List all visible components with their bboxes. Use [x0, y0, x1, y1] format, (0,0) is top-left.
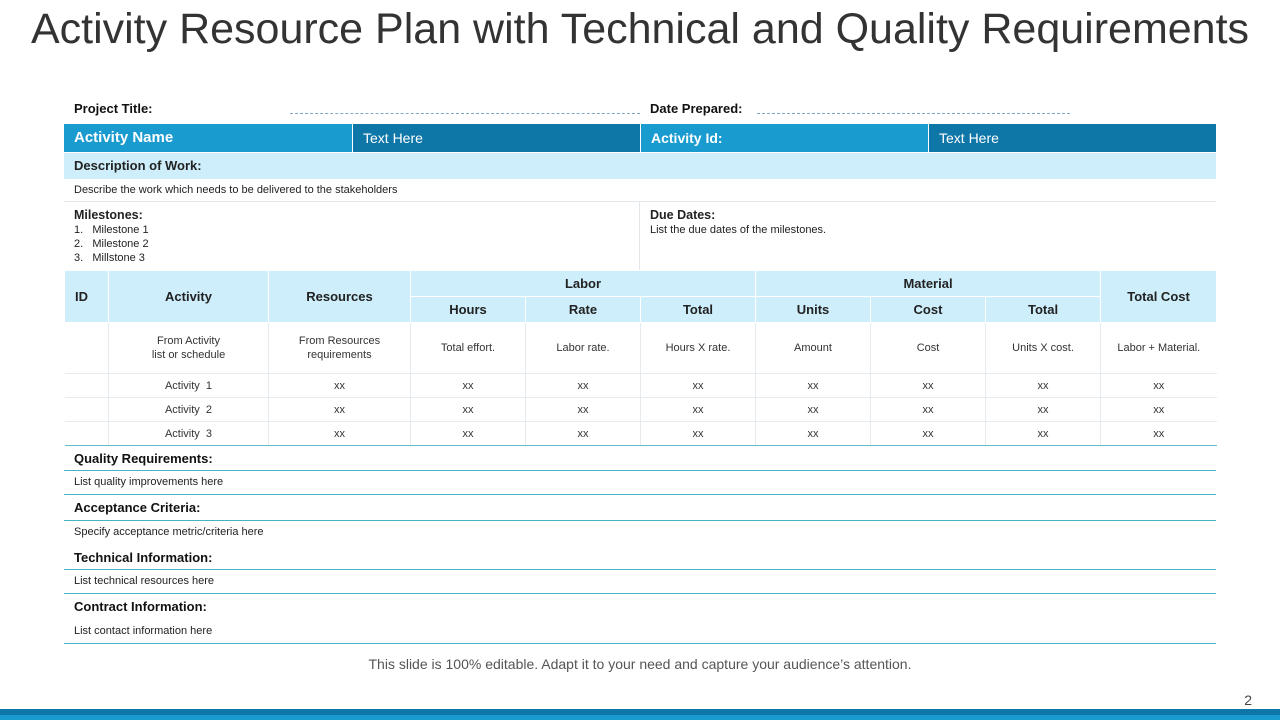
section-text[interactable]: List quality improvements here	[74, 476, 224, 488]
divider	[64, 643, 1216, 644]
table-cell[interactable]: xx	[986, 398, 1101, 422]
section-label: Acceptance Criteria:	[74, 500, 201, 515]
milestones-label: Milestones:	[74, 208, 143, 222]
table-cell[interactable]: xx	[871, 422, 986, 446]
table-cell[interactable]: xx	[641, 422, 756, 446]
table-cell[interactable]: xx	[411, 398, 526, 422]
table-cell[interactable]: xx	[411, 374, 526, 398]
table-cell	[65, 374, 109, 398]
table-cell	[65, 422, 109, 446]
table-cell[interactable]: Cost	[871, 323, 986, 374]
activity-name-value[interactable]: Text Here	[352, 124, 640, 152]
table-cell[interactable]: xx	[526, 422, 641, 446]
activity-name-label: Activity Name	[64, 124, 352, 152]
col-header-cost: Cost	[871, 297, 986, 323]
footer-note: This slide is 100% editable. Adapt it to your need and capture your audience’s attention.	[368, 656, 912, 672]
col-header-labor-total: Total	[641, 297, 756, 323]
activity-id-value[interactable]: Text Here	[928, 124, 1216, 152]
milestones-block	[74, 208, 149, 265]
col-header-total-cost: Total Cost	[1101, 271, 1217, 323]
quality-requirements-section	[64, 446, 1216, 496]
table-cell[interactable]: Activity 3	[109, 422, 269, 446]
section-text[interactable]: List technical resources here	[74, 575, 215, 587]
technical-information-section	[64, 545, 1216, 595]
section-label: Quality Requirements:	[74, 451, 213, 466]
col-header-units: Units	[756, 297, 871, 323]
table-cell[interactable]: xx	[756, 422, 871, 446]
divider	[64, 201, 1216, 202]
col-header-material-total: Total	[986, 297, 1101, 323]
col-header-material: Material	[756, 271, 1101, 297]
table-cell[interactable]: xx	[756, 374, 871, 398]
table-cell[interactable]: xx	[269, 398, 411, 422]
project-title-field[interactable]	[290, 113, 640, 114]
table-cell[interactable]: Labor rate.	[526, 323, 641, 374]
table-cell[interactable]: xx	[269, 374, 411, 398]
table-description-row	[65, 323, 1217, 374]
table-cell	[65, 323, 109, 374]
table-cell[interactable]: Total effort.	[411, 323, 526, 374]
table-cell[interactable]: xx	[411, 422, 526, 446]
table-cell[interactable]: xx	[986, 422, 1101, 446]
table-cell[interactable]: xx	[526, 398, 641, 422]
table-cell[interactable]: xx	[986, 374, 1101, 398]
table-cell[interactable]: xx	[641, 398, 756, 422]
col-header-id: ID	[65, 271, 109, 323]
table-cell[interactable]: xx	[1101, 422, 1217, 446]
table-cell[interactable]: Activity 1	[109, 374, 269, 398]
due-dates-label: Due Dates:	[650, 208, 716, 222]
col-header-resources: Resources	[269, 271, 411, 323]
col-header-activity: Activity	[109, 271, 269, 323]
page-number: 2	[1244, 692, 1252, 708]
divider	[64, 520, 1216, 521]
date-prepared-label: Date Prepared:	[650, 101, 743, 116]
milestone-item[interactable]: 3. Millstone 3	[74, 252, 145, 264]
description-label: Description of Work:	[64, 153, 1216, 179]
col-header-rate: Rate	[526, 297, 641, 323]
resource-table	[64, 270, 1217, 446]
divider	[639, 202, 640, 270]
col-header-labor: Labor	[411, 271, 756, 297]
table-row	[65, 374, 1217, 398]
table-cell[interactable]: xx	[1101, 374, 1217, 398]
table-cell	[65, 398, 109, 422]
divider	[64, 470, 1216, 471]
table-cell[interactable]: xx	[871, 374, 986, 398]
bottom-accent-bar	[0, 715, 1280, 720]
table-cell[interactable]: Units X cost.	[986, 323, 1101, 374]
section-label: Contract Information:	[74, 599, 207, 614]
table-cell[interactable]: Amount	[756, 323, 871, 374]
divider	[64, 569, 1216, 570]
milestone-item[interactable]: 2. Milestone 2	[74, 238, 149, 250]
due-dates-text[interactable]: List the due dates of the milestones.	[650, 224, 827, 236]
table-cell[interactable]: From Activity list or schedule	[109, 323, 269, 374]
table-cell[interactable]: From Resources requirements	[269, 323, 411, 374]
section-label: Technical Information:	[74, 550, 213, 565]
milestone-item[interactable]: 1. Milestone 1	[74, 224, 149, 236]
description-text[interactable]: Describe the work which needs to be delivered to the stakeholders	[74, 184, 398, 196]
activity-id-label: Activity Id:	[640, 124, 928, 152]
table-row	[65, 398, 1217, 422]
section-text[interactable]: List contact information here	[74, 625, 213, 637]
project-title-label: Project Title:	[74, 101, 153, 116]
col-header-hours: Hours	[411, 297, 526, 323]
table-cell[interactable]: Activity 2	[109, 398, 269, 422]
page-title: Activity Resource Plan with Technical and Quality Requirements	[30, 5, 1250, 53]
activity-header-bar	[64, 124, 1216, 152]
due-dates-block	[650, 208, 826, 237]
table-cell[interactable]: xx	[641, 374, 756, 398]
table-cell[interactable]: xx	[1101, 398, 1217, 422]
table-cell[interactable]: Hours X rate.	[641, 323, 756, 374]
table-cell[interactable]: xx	[526, 374, 641, 398]
table-cell[interactable]: Labor + Material.	[1101, 323, 1217, 374]
table-row	[65, 422, 1217, 446]
contract-information-section	[64, 594, 1216, 644]
table-cell[interactable]: xx	[756, 398, 871, 422]
section-text[interactable]: Specify acceptance metric/criteria here	[74, 526, 264, 538]
table-cell[interactable]: xx	[269, 422, 411, 446]
date-prepared-field[interactable]	[757, 113, 1070, 114]
table-cell[interactable]: xx	[871, 398, 986, 422]
